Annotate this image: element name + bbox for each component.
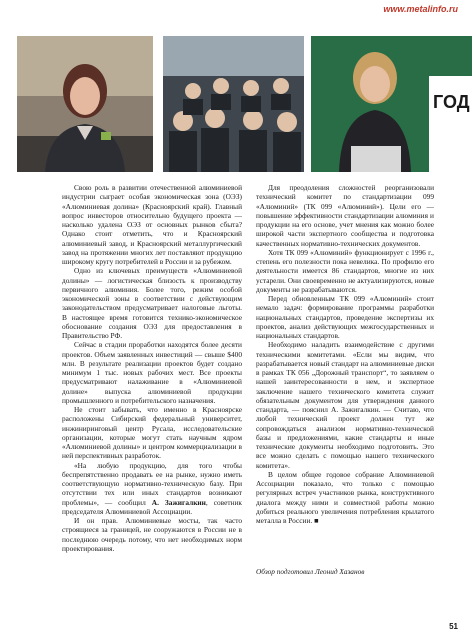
photo-speaker-at-podium: [311, 36, 472, 172]
speaker-name: А. Зажигалкин: [151, 497, 206, 507]
paragraph: Не стоит забывать, что именно в Красноярске расположены Сибирский федеральный университет, инжиниринговый центр Русала, исследовательские организации, которые могут стать научным ядром «Алюминиевой долины» и центром коммерциализации в ней перспективных разработок.: [62, 405, 242, 461]
photo-woman-speaker: [17, 36, 153, 172]
paragraph: Для преодоления сложностей реорганизовали технический комитет по стандартизации 099 «Алюминий» (ТК 099 «Алюминий»). Цели его — повышение эффективности стандартизации алюминия и продукции на его основе, учет мнения как можно более широкой части экспертного сообщества и подготовка качественных нормативно-технических документов.: [256, 183, 434, 248]
paragraph: Хотя ТК 099 «Алюминий» функционирует с 1996 г., степень его полезности пока невелика. По профилю его деятельности имеется 86 стандартов, многие из них устарели. Они своевременно не актуализируются, новые документы не разрабатываются.: [256, 247, 434, 294]
paragraph: Необходимо наладить взаимодействие с другими техническими комитетами. «Если мы видим, что разрабатывается новый стандарт на алюминиевые диски в рамках ТК 056 „Дорожный транспорт“, то заявляем о нашей заинтересованности в нем, и экспертное заключение нашего технического комитета служит обязательным документом для утверждения данного стандарта, — пояснил А. Зажигалкин. — Считаю, что любой технический проект должен тут же сопровождаться анализом нормативно-технической базы и предложениями, какие стандарты и иные технические документы необходимо подготовить. Это все можно сделать с помощью нашего технического комитета».: [256, 340, 434, 470]
paragraph-quote: «На любую продукцию, для того чтобы беспрепятственно продавать ее на рынке, нужно иметь соответствующую нормативно-техническую базу. При отсутствии тех или иных стандартов возникают проблемы», — сообщил А. Зажигалкин, советник председателя Алюминиевой Ассоциации.: [62, 460, 242, 516]
paragraph: Перед обновленным ТК 099 «Алюминий» стоит немало задач: формирование программы разработки национальных стандартов, проведение экспертизы их проектов, анализ действующих межгосударственных и национальных стандартов.: [256, 294, 434, 340]
backdrop-text: ГОД: [433, 92, 470, 112]
paragraph: И он прав. Алюминиевые мосты, так часто строящиеся за границей, не сооружаются в России не в последнюю очередь потому, что нет необходимых норм проектирования.: [62, 516, 242, 553]
author-credit: Обзор подготовил Леонид Хазанов: [256, 567, 365, 576]
paragraph: В целом общее годовое собрание Алюминиевой Ассоциации показало, что только с помощью регулярных встреч участников рынка, конструктивного диалога между ними и совместной работы можно добиться реального увеличения потребления крылатого металла в России. ■: [256, 469, 434, 525]
left-column: [62, 183, 242, 553]
paragraph: Одно из ключевых преимуществ «Алюминиевой долины» — логистическая близость к производству первичного алюминия. Более того, режим особой экономической зоны в соответствии с действующим законодательством предусматривает налоговые льготы. В настоящее время готовится технико-экономическое обоснование создания ОЭЗ для предоставления в Правительство РФ.: [62, 266, 242, 340]
paragraph: Сейчас в стадии проработки находятся более десяти проектов. Объем заявленных инвестиций — свыше $400 млн. В результате реализации проектов будет создано минимум 1 тыс. новых рабочих мест. Все проекты предусматривают налаживание в «Алюминиевой долине» выпуска алюминиевой продукции промышленного и потребительского назначения.: [62, 340, 242, 405]
site-url[interactable]: www.metalinfo.ru: [383, 4, 458, 14]
photo-conference-audience: [163, 36, 304, 172]
paragraph: Свою роль в развитии отечественной алюминиевой индустрии сыграет особая экономическая зона (ОЭЗ) «Алюминиевая долина» (Красноярский край). Главный вопрос инвесторов относительно будущего проекта — насколько удалена ОЭЗ от основных рынков сбыта? Однако стоит отметить, что и Красноярский алюминиевый завод, и Красноярский металлургический завод на протяжении многих лет поставляют продукцию широкому кругу потребителей в России и за рубежом.: [62, 183, 242, 266]
page-number: 51: [449, 622, 458, 631]
right-column: [256, 183, 434, 525]
